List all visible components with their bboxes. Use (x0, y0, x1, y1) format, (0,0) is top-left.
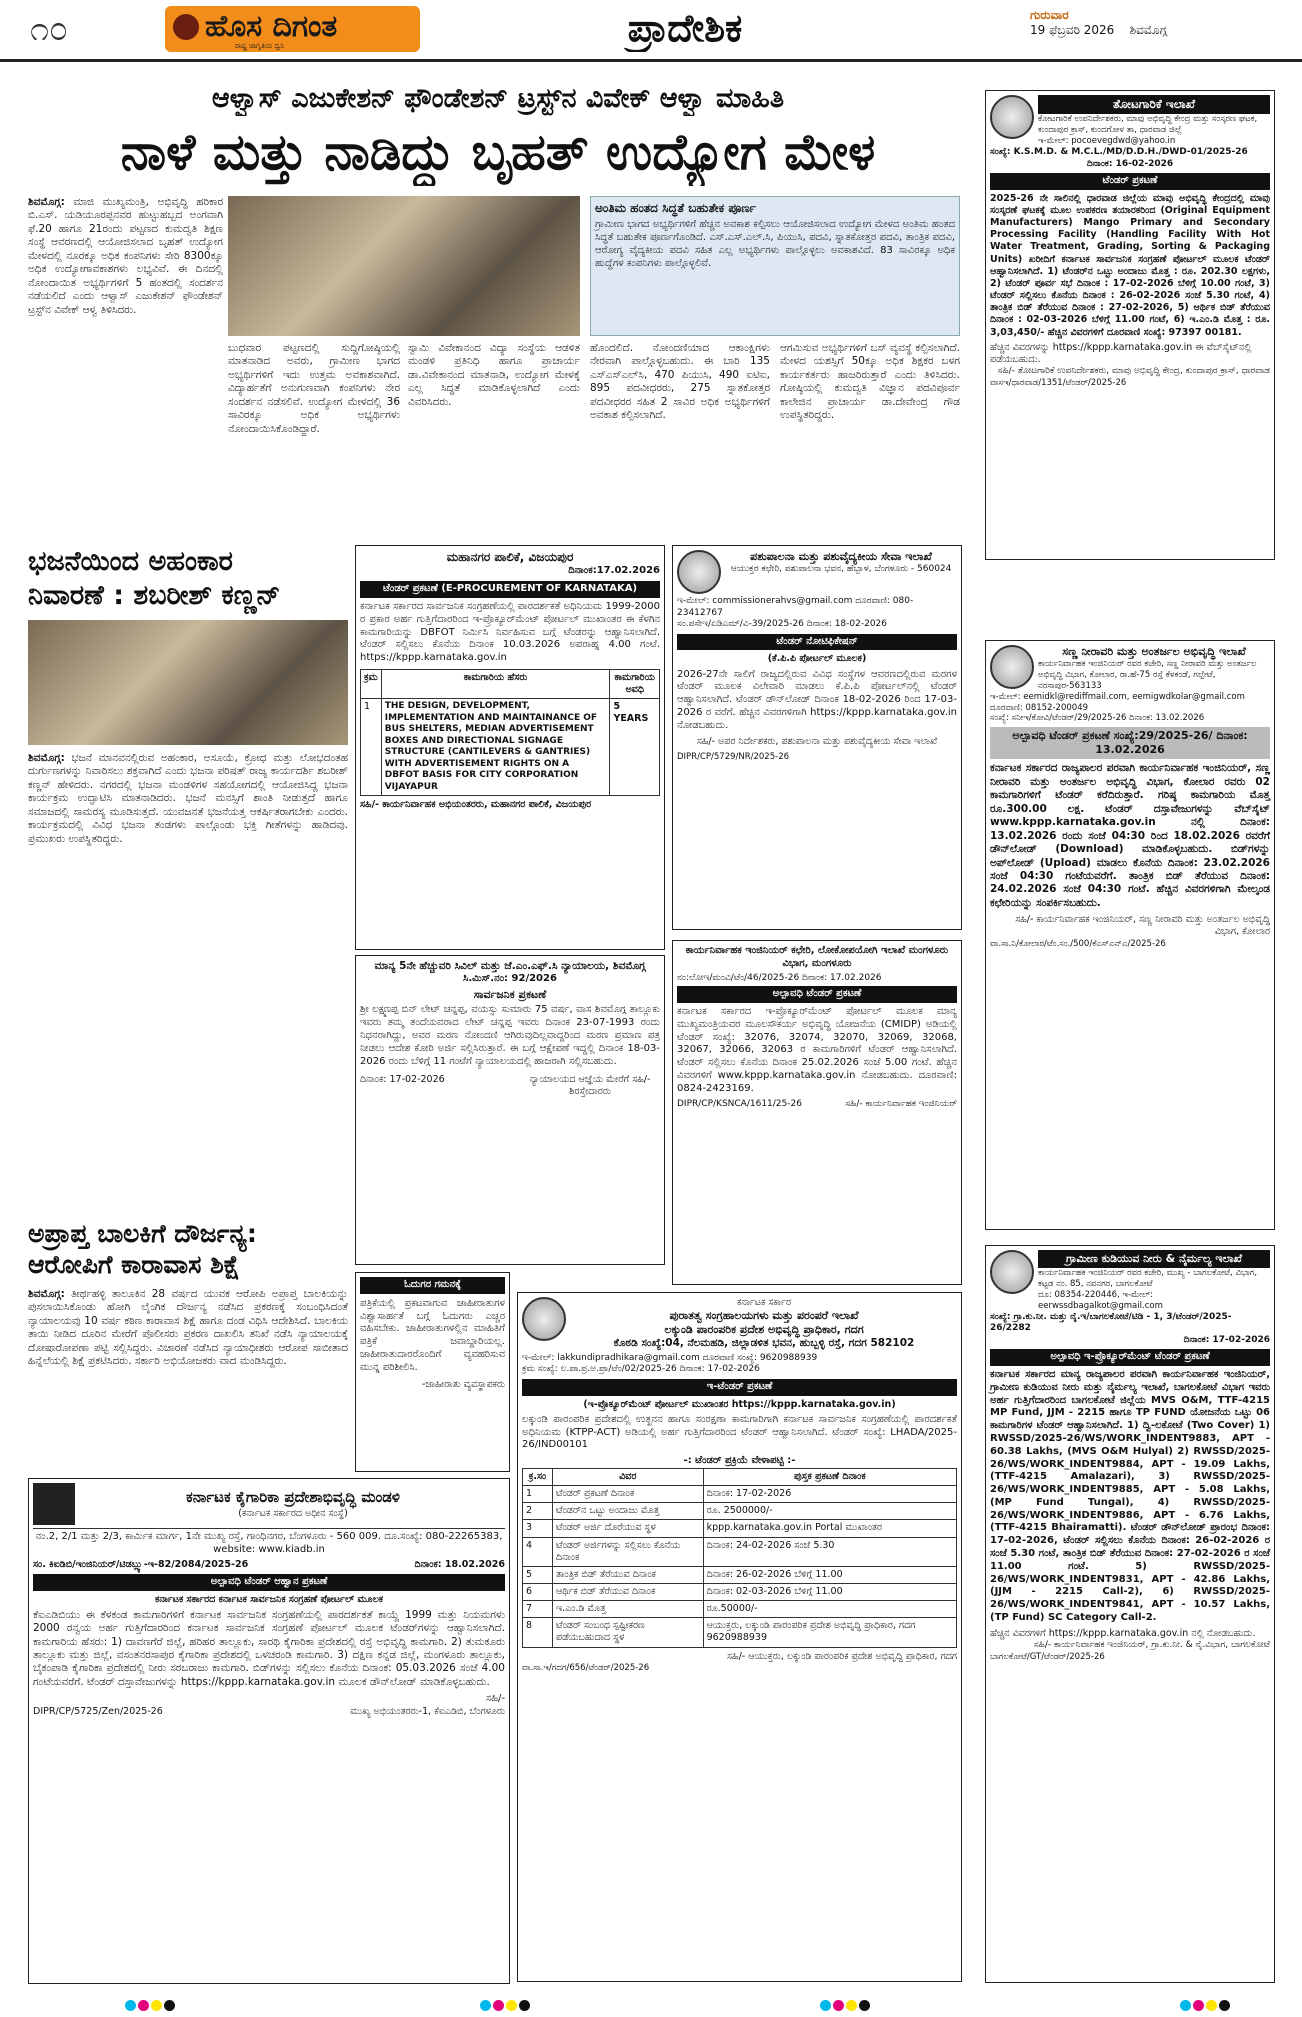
table-row (523, 1486, 957, 1503)
table-row (523, 1537, 957, 1566)
table-cell: ಟೆಂಡರ್‌ನ ಒಟ್ಟು ಅಂದಾಜು ಮೊತ್ತ (553, 1503, 704, 1520)
table-cell: ದಿನಾಂಕ: 26-02-2026 ಬೆಳಿಗ್ಗೆ 11.00 (703, 1566, 956, 1583)
kolar-head: ಅಲ್ಪಾವಧಿ ಟೆಂಡರ್ ಪ್ರಕಟಣೆ ಸಂಖ್ಯೆ:29/2025-26/ ದಿನಾಂಕ: 13.02.2026 (990, 727, 1270, 759)
table-cell: ರೂ. 2500000/- (703, 1503, 956, 1520)
table-row (523, 1618, 957, 1647)
section-title: ಪ್ರಾದೇಶಿಕ (627, 5, 743, 50)
kiadb-tender: ಕರ್ನಾಟಕ ಕೈಗಾರಿಕಾ ಪ್ರದೇಶಾಭಿವೃದ್ಧಿ ಮಂಡಳಿ (ಕರ್ನಾಟಕ ಸರ್ಕಾರದ ಅಧೀನ ಸಂಸ್ಥೆ) ನಂ.2, 2/1 ಮತ್ತು 2/3, ಕಾರ್ಮಿಕ ಮಾರ್ಗ, 1ನೇ ಮುಖ್ಯ ರಸ್ತೆ, ಗಾಂಧಿನಗರ, ಬೆಂಗಳೂರು - 560 009. ದೂ.ಸಂಖ್ಯೆ: 080-22265383, website: www.kiadb.in ಸಂ. ಕಿಐಡಿಬಿ/ಇಂಜಿನಿಯರ್/ಟಿ‍ಡಬ್ಲ್ಯು-ಇ-82/2084/2025-26 ದಿನಾಂಕ: 18.02.2026 ಅಲ್ಪಾವಧಿ ಟೆಂಡರ್ ಆಹ್ವಾನ ಪ್ರಕಟಣೆ ಕರ್ನಾಟಕ ಸರ್ಕಾರದ ಕರ್ನಾಟಕ ಸಾರ್ವಜನಿಕ ಸಂಗ್ರಹಣೆ ಪೋರ್ಟಲ್ ಮೂಲಕ ಕೆಐಎಡಿಬಿಯು ಈ ಕೆಳಕಂಡ ಕಾಮಗಾರಿಗಳಿಗೆ ಕರ್ನಾಟಕ ಸಾರ್ವಜನಿಕ ಸಂಗ್ರಹಣೆಯಲ್ಲಿ ಪಾರದರ್ಶಕತೆ ಕಾಯ್ದೆ 1999 ಮತ್ತು ನಿಯಮಗಳು 2000 ರನ್ವಯ ಅರ್ಹ ಗುತ್ತಿಗೆದಾರರಿಂದ ಕರ್ನಾಟಕ ಸಾರ್ವಜನಿಕ ಸಂಗ್ರಹಣೆ ಪೋರ್ಟಲ್ ಮೂಲಕ ಟೆಂಡರ್‌ಗಳನ್ನು ಆಹ್ವಾನಿಸಲಾಗಿದೆ. ಕಾಮಗಾರಿಯ ಹೆಸರು: 1) ದಾವಣಗೆರೆ ಜಿಲ್ಲೆ, ಹರಿಹರ ತಾಲ್ಲೂಕು, ಸಾರಥಿ ಕೈಗಾರಿಕಾ ಪ್ರದೇಶದಲ್ಲಿ ರಸ್ತೆ ಅಭಿವೃದ್ಧಿ ಕಾಮಗಾರಿ. 2) ತುಮಕೂರು ತಾಲ್ಲೂಕು ಮತ್ತು ಜಿಲ್ಲೆ, ವಸಂತನರಸಾಪುರ ಕೈಗಾರಿಕಾ ಪ್ರದೇಶದಲ್ಲಿ ಒಳಚರಂಡಿ ಕಾಮಗಾರಿ. 3) ದಕ್ಷಿಣ ಕನ್ನಡ ಜಿಲ್ಲೆ, ಮಂಗಳೂರು ತಾಲ್ಲೂಕು, ಬೈಕಂಪಾಡಿ ಕೈಗಾರಿಕಾ ಪ್ರದೇಶದಲ್ಲಿ ನೀರು ಸರಬರಾಜು ಕಾಮಗಾರಿ. ಬಿಡ್‌ಗಳನ್ನು ಸಲ್ಲಿಸಲು ಕೊನೆಯ ದಿನಾಂಕ: 05.03.2026 ಸಂಜೆ 4.00 ಗಂಟೆಯವರೆಗೆ. ಟೆಂಡರ್ ದಸ್ತಾವೇಜುಗಳನ್ನು https://kppp.karnataka.gov.in ಮೂಲಕ ಡೌನ್‌ಲೋಡ್ ಮಾಡಿಕೊಳ್ಳಬಹುದು. ಸಹಿ/- DIPR/CP/5725/Zen/2025-26 ಮುಖ್ಯ ಅಭಿಯಂತರರು-1, ಕೆಐಎಡಿಬಿ, ಬೆಂಗಳೂರು (28, 1478, 510, 1984)
table-cell: ದಿನಾಂಕ: 17-02-2026 (703, 1486, 956, 1503)
table-cell: 7 (523, 1601, 553, 1618)
table-cell: ಆಯುಕ್ತರು, ಲಕ್ಕುಂಡಿ ಪಾರಂಪರಿಕ ಪ್ರದೇಶ ಅಭಿವೃದ್ಧಿ ಪ್ರಾಧಿಕಾರ, ಗದಗ 9620988939 (703, 1618, 956, 1647)
bhajana-photo (28, 620, 348, 745)
vijayapura-org: ಮಹಾನಗರ ಪಾಲಿಕೆ, ವಿಜಯಪುರ (446, 550, 574, 564)
table-cell: 4 (523, 1537, 553, 1566)
lead-dateline: ಶಿವಮೊಗ್ಗ: (28, 196, 65, 208)
table-row (523, 1503, 957, 1520)
table-row (523, 1520, 957, 1537)
date: 19 ಫೆಬ್ರವರಿ 2026 (1030, 23, 1115, 38)
bhajana-body: ಶಿವಮೊಗ್ಗ: ಭಜನೆ ಮಾನವನಲ್ಲಿರುವ ಅಹಂಕಾರ, ಅಸೂಯೆ, ಕ್ರೋಧ ಮತ್ತು ಲೋಭದಂತಹ ದುರ್ಗುಣಗಳನ್ನು ನಿವಾರಿಸಲು ಶಕ್ತವಾಗಿದೆ ಎಂದು ಭಜನಾ ಪರಿಷತ್ ರಾಜ್ಯ ಕಾರ್ಯದರ್ಶಿ ಶಬರೀಶ್ ಕಣ್ಣನ್ ಹೇಳಿದರು. ನಗರದಲ್ಲಿ ಭಜನಾ ಮಂಡಳಿಗಳ ಸಹಯೋಗದಲ್ಲಿ ಆಯೋಜಿಸಿದ್ದ ಭಜನಾ ಕಾರ್ಯಕ್ರಮ ಉದ್ಘಾಟಿಸಿ ಮಾತನಾಡಿದರು. ಭಜನೆ ಮನಸ್ಸಿಗೆ ಶಾಂತಿ ನೀಡುತ್ತದೆ ಹಾಗೂ ಸಮಾಜದಲ್ಲಿ ಸಾಮರಸ್ಯ ಮೂಡಿಸುತ್ತದೆ. ಯುವಜನತೆ ಭಜನೆಯತ್ತ ಆಕರ್ಷಿತರಾಗಬೇಕು ಎಂದರು. ಕಾರ್ಯಕ್ರಮದಲ್ಲಿ ವಿವಿಧ ಭಜನಾ ತಂಡಗಳು ಪಾಲ್ಗೊಂಡು ಭಕ್ತಿ ಗೀತೆಗಳನ್ನು ಹಾಡಿದವು. ಪ್ರಮುಖರು ಉಪಸ್ಥಿತರಿದ್ದರು. (28, 752, 348, 845)
table-cell: kppp.karnataka.gov.in Portal ಮುಖಾಂತರ (703, 1520, 956, 1537)
vijayapura-table: ಕ್ರಮ ಕಾಮಗಾರಿಯ ಹೆಸರು ಕಾಮಗಾರಿಯ ಅವಧಿ 1 THE DESIGN, DEVELOPMENT, IMPLEMENTATION AND MAINTAINANCE OF BUS SHELTERS, MEDIAN ADVERTISEMENT BOXES AND DIRECTIONAL SIGNAGE STRUCTURE (CANTILEVERS & GANTRIES) WITH ADVERTISEMENT RIGHTS ON A DBFOT BASIS FOR CITY CORPORATION VIJAYAPUR 5 YEARS (360, 669, 660, 796)
mangaluru-head: ಅಲ್ಪಾವಧಿ ಟೆಂಡರ್ ಪ್ರಕಟಣೆ (677, 986, 957, 1003)
table-cell: ಟೆಂಡರ್ ಅರ್ಜಿ ದೊರೆಯುವ ಸ್ಥಳ (553, 1520, 704, 1537)
kolar-irrigation-tender: ಸಣ್ಣ ನೀರಾವರಿ ಮತ್ತು ಅಂತರ್ಜಲ ಅಭಿವೃದ್ಧಿ ಇಲಾಖೆ ಕಾರ್ಯನಿರ್ವಾಹಕ ಇಂಜಿನಿಯರ್ ರವರ ಕಚೇರಿ, ಸಣ್ಣ ನೀರಾವರಿ ಮತ್ತು ಅಂತರ್ಜಲ ಅಭಿವೃದ್ಧಿ ವಿಭಾಗ, ಕೋಲಾರ, ರಾ.ಹೆ-75 ರಸ್ತೆ ಕೆಳಕಂಡೆ, ಗಲ್ಪೇಟೆ, ನರಸಾಪುರ-563133 ಇ-ಮೇಲ್: eemidkl@rediffmail.com, eemigwdkolar@gmail.com ದೂರವಾಣಿ: 08152-200049 ಸಂಖ್ಯೆ: ಸನೀಇ/ಕೋವಿ/ಟೆಂಡರ್/29/2025-26 ದಿನಾಂಕ: 13.02.2026 ಅಲ್ಪಾವಧಿ ಟೆಂಡರ್ ಪ್ರಕಟಣೆ ಸಂಖ್ಯೆ:29/2025-26/ ದಿನಾಂಕ: 13.02.2026 ಕರ್ನಾಟಕ ಸರ್ಕಾರದ ರಾಜ್ಯಪಾಲರ ಪರವಾಗಿ ಕಾರ್ಯನಿರ್ವಾಹಕ ಇಂಜಿನಿಯರ್, ಸಣ್ಣ ನೀರಾವರಿ ಮತ್ತು ಅಂತರ್ಜಲ ಅಭಿವೃದ್ಧಿ ವಿಭಾಗ, ಕೋಲಾರ ರವರು 02 ಕಾಮಗಾರಿಗಳಿಗೆ ಟೆಂಡರ್ ಕರೆದಿರುತ್ತಾರೆ. ಗರಿಷ್ಠ ಕಾಮಗಾರಿಯ ಮೊತ್ತ ರೂ.300.00 ಲಕ್ಷ. ಟೆಂಡರ್ ದಸ್ತಾವೇಜುಗಳನ್ನು ವೆಬ್‌ಸೈಟ್ www.kppp.karnataka.gov.in ನಲ್ಲಿ ದಿನಾಂಕ: 13.02.2026 ರಂದು ಸಂಜೆ 04:30 ರಿಂದ 18.02.2026 ರವರೆಗೆ ಡೌನ್‌ಲೋಡ್ (Download) ಮಾಡಿಕೊಳ್ಳಬಹುದು. ಬಿಡ್‌ಗಳನ್ನು ಅಪ್‌ಲೋಡ್ (Upload) ಮಾಡಲು ಕೊನೆಯ ದಿನಾಂಕ: 23.02.2026 ಸಂಜೆ 04:30 ಗಂಟೆಯವರೆಗೆ. ತಾಂತ್ರಿಕ ಬಿಡ್ ತೆರೆಯುವ ದಿನಾಂಕ: 24.02.2026 ಸಂಜೆ 04:30 ಗಂಟೆ. ಹೆಚ್ಚಿನ ವಿವರಗಳಿಗಾಗಿ ಮೇಲ್ಕಂಡ ಕಛೇರಿಯನ್ನು ಸಂಪರ್ಕಿಸಬಹುದು. ಸಹಿ/- ಕಾರ್ಯನಿರ್ವಾಹಕ ಇಂಜಿನಿಯರ್, ಸಣ್ಣ ನೀರಾವರಿ ಮತ್ತು ಅಂತರ್ಜಲ ಅಭಿವೃದ್ಧಿ ವಿಭಾಗ, ಕೋಲಾರ ವಾ.ಸಾ.ನಿ/ಕೋಲಾರ/ಟೆಂ.ಸಂ./500/ಕೆಎಸ್ಎನ್ಎ/2025-26 (985, 640, 1275, 1230)
registration-marks (1180, 2000, 1232, 2012)
lead-col1 (28, 196, 223, 536)
table-cell: ಇ.ಎಂ.ಡಿ ಮೊತ್ತ (553, 1601, 704, 1618)
lead-kicker: ಆಳ್ವಾಸ್ ಎಜುಕೇಶನ್ ಫೌಂಡೇಶನ್ ಟ್ರಸ್ಟ್‌ನ ವಿವೇಕ್ ಆಳ್ವಾ ಮಾಹಿತಿ (211, 83, 785, 114)
table-cell: ಟೆಂಡರ್ ಸಂಬಂಧ ಸ್ಪಷ್ಟೀಕರಣ ಪಡೆಯಬಹುದಾದ ಸ್ಥಳ (553, 1618, 704, 1647)
table-row (523, 1566, 957, 1583)
table-cell: ಆರ್ಥಿಕ ಬಿಡ್ ತೆರೆಯುವ ದಿನಾಂಕ (553, 1584, 704, 1601)
horticulture-tender: ತೋಟಗಾರಿಕೆ ಇಲಾಖೆ ಕೋಟಗಾರಿಕೆ ಉಪನಿರ್ದೇಶಕರು, ಮಾವು ಅಭಿವೃದ್ಧಿ ಕೇಂದ್ರ ಮತ್ತು ಸಂಸ್ಕರಣ ಘಟಕ, ಕುಂದಾಪುರ ಕ್ರಾಸ್, ಕುಂದಗೋಳ ತಾ, ಧಾರವಾಡ ಜಿಲ್ಲೆ ಇ-ಮೇಲ್: pocoevegdwd@yahoo.in ಸಂಖ್ಯೆ: K.S.M.D. & M.C.L./MD/D.D.H./DWD-01/2025-26 ದಿನಾಂಕ: 16-02-2026 ಟೆಂಡರ್ ಪ್ರಕಟಣೆ 2025-26 ನೇ ಸಾಲಿನಲ್ಲಿ ಧಾರವಾಡ ಜಿಲ್ಲೆಯ ಮಾವು ಅಭಿವೃದ್ಧಿ ಕೇಂದ್ರದಲ್ಲಿ ಮಾವು ಸಂಸ್ಕರಣೆ ಘಟಕಕ್ಕೆ ಮೂಲ ಉಪಕರಣ ತಯಾರಕರಿಂದ (Original Equipment Manufacturers) Mango Primary and Secondary Processing Facility (Handling Facility With Hot Water Treatment, Grading, Sorting & Packaging Units) ಖರೀದಿಗೆ ಕರ್ನಾಟಕ ಸಾರ್ವಜನಿಕ ಸಂಗ್ರಹಣೆ ಪೋರ್ಟಲ್ ಮೂಲಕ ಟೆಂಡರ್ ಆಹ್ವಾನಿಸಲಾಗಿದೆ. 1) ಟೆಂಡರ್‌ನ ಒಟ್ಟು ಅಂದಾಜು ಮೊತ್ತ : ರೂ. 202.30 ಲಕ್ಷಗಳು, 2) ಟೆಂಡರ್ ಪೂರ್ವ ಸಭೆ ದಿನಾಂಕ : 17-02-2026 ಬೆಳಿಗ್ಗೆ 10.00 ಗಂಟೆ, 3) ಟೆಂಡರ್ ಸಲ್ಲಿಸಲು ಕೊನೆಯ ದಿನಾಂಕ : 26-02-2026 ಸಂಜೆ 5.30 ಗಂಟೆ, 4) ತಾಂತ್ರಿಕ ಬಿಡ್ ತೆರೆಯುವ ದಿನಾಂಕ : 27-02-2026, 5) ಆರ್ಥಿಕ ಬಿಡ್ ತೆರೆಯುವ ದಿನಾಂಕ : 02-03-2026 ಬೆಳಿಗ್ಗೆ 11.00 ಗಂಟೆ, 6) ಇ.ಎಂ.ಡಿ ಮೊತ್ತ : ರೂ. 3,03,450/- ಹೆಚ್ಚಿನ ವಿವರಗಳಿಗೆ ದೂರವಾಣಿ ಸಂಖ್ಯೆ: 97397 00181. ಹೆಚ್ಚಿನ ವಿವರಗಳನ್ನು https://kppp.karnataka.gov.in ಈ ವೆಬ್‌ಸೈಟ್‌ನಲ್ಲಿ ಪಡೆಯಬಹುದು. ಸಹಿ/- ತೋಟಗಾರಿಕೆ ಉಪನಿರ್ದೇಶಕರು, ಮಾವು ಅಭಿವೃದ್ಧಿ ಕೇಂದ್ರ, ಕುಂದಾಪುರ ಕ್ರಾಸ್, ಧಾರವಾಡ ವಾಸಇ/ಧಾರವಾಡ/1351/ಟೆಂಡರ್/2025-26 (985, 90, 1275, 560)
horti-head: ಟೆಂಡರ್ ಪ್ರಕಟಣೆ (990, 173, 1270, 190)
lead-photo (228, 196, 580, 336)
newspaper-name: ಹೊಸ ದಿಗಂತ (205, 9, 338, 44)
kiadb-head: ಅಲ್ಪಾವಧಿ ಟೆಂಡರ್ ಆಹ್ವಾನ ಪ್ರಕಟಣೆ (33, 1574, 505, 1591)
karnataka-emblem-icon (990, 1250, 1034, 1294)
dateline-box (1030, 8, 1280, 48)
registration-marks (125, 2000, 177, 2012)
court-notice: ಮಾನ್ಯ 5ನೇ ಹೆಚ್ಚುವರಿ ಸಿವಿಲ್ ಮತ್ತು ಜೆ.ಎಂ.ಎಫ್.ಸಿ ನ್ಯಾಯಾಲಯ, ಶಿವಮೊಗ್ಗ ಸಿ.ಮಿಸ್.ನಂ: 92/2026 ಸಾರ್ವಜನಿಕ ಪ್ರಕಟಣೆ ಶ್ರೀ ಲಕ್ಷ್ಮಣಪ್ಪ ಬಿನ್ ಲೇಟ್ ಚನ್ನಪ್ಪ, ವಯಸ್ಸು ಸುಮಾರು 75 ವರ್ಷ, ವಾಸ ಶಿವಮೊಗ್ಗ ತಾಲ್ಲೂಕು ಇವರು ತಮ್ಮ ತಂದೆಯವರಾದ ಲೇಟ್ ಚನ್ನಪ್ಪ ಇವರು ದಿನಾಂಕ 23-07-1993 ರಂದು ನಿಧನರಾಗಿದ್ದು, ಅವರ ಮರಣ ನೋಂದಣಿ ಆಗಿರುವುದಿಲ್ಲವಾದ್ದರಿಂದ ಮರಣ ಪ್ರಮಾಣ ಪತ್ರ ನೀಡಲು ಆದೇಶ ಕೋರಿ ಅರ್ಜಿ ಸಲ್ಲಿಸಿರುತ್ತಾರೆ. ಈ ಬಗ್ಗೆ ಆಕ್ಷೇಪಣೆ ಇದ್ದಲ್ಲಿ ದಿನಾಂಕ 18-03-2026 ರಂದು ಬೆಳಿಗ್ಗೆ 11 ಗಂಟೆಗೆ ನ್ಯಾಯಾಲಯದಲ್ಲಿ ಹಾಜರಾಗಿ ಸಲ್ಲಿಸಬಹುದು. ದಿನಾಂಕ: 17-02-2026 ನ್ಯಾಯಾಲಯದ ಆಜ್ಞೆಯ ಮೇರೆಗೆ ಸಹಿ/- ಶಿರಸ್ತೇದಾರರು (355, 955, 665, 1265)
table-cell: 6 (523, 1584, 553, 1601)
newspaper-logo (165, 6, 420, 52)
sidebar-text: ಗ್ರಾಮೀಣ ಭಾಗದ ಅಭ್ಯರ್ಥಿಗಳಿಗೆ ಹೆಚ್ಚಿನ ಅವಕಾಶ ಕಲ್ಪಿಸಲು ಆಯೋಜಿಸಲಾದ ಉದ್ಯೋಗ ಮೇಳದ ಅಂತಿಮ ಹಂತದ ಸಿದ್ಧತೆ ಬಹುತೇಕ ಪೂರ್ಣಗೊಂಡಿದೆ. ಎಸ್.ಎಸ್.ಎಲ್.ಸಿ, ಪಿಯುಸಿ, ಪದವಿ, ಸ್ನಾತಕೋತ್ತರ ಪದವಿ, ತಾಂತ್ರಿಕ ಪದವಿ, ಆರೋಗ್ಯ ವೈದ್ಯಕೀಯ ಪದವಿ ಸಹಿತ ಎಲ್ಲ ಅಭ್ಯರ್ಥಿಗಳು ಪಾಲ್ಗೊಳ್ಳಲು ಅವಕಾಶವಿದೆ. 83 ಸಾವಿರಕ್ಕೂ ಅಧಿಕ ಹುದ್ದೆಗಳ ಕಂಪನಿಗಳು ಪಾಲ್ಗೊಳ್ಳಲಿವೆ. (595, 219, 955, 269)
table-cell: ರೂ.50000/- (703, 1601, 956, 1618)
rural-head: ಅಲ್ಪಾವಧಿ ಇ-ಪ್ರೊಕ್ಯೂರ್‌ಮೆಂಟ್ ಟೆಂಡರ್ ಪ್ರಕಟಣೆ (990, 1349, 1270, 1366)
lakkundi-head: ಇ-ಟೆಂಡರ್ ಪ್ರಕಟಣೆ (522, 1379, 957, 1396)
page-header (0, 0, 1302, 62)
day: ಗುರುವಾರ (1030, 8, 1069, 22)
animal-husbandry-tender: ಪಶುಪಾಲನಾ ಮತ್ತು ಪಶುವೈದ್ಯಕೀಯ ಸೇವಾ ಇಲಾಖೆ ಆಯುಕ್ತರ ಕಛೇರಿ, ಪಶುಪಾಲನಾ ಭವನ, ಹೆಬ್ಬಾಳ, ಬೆಂಗಳೂರು - 560024 ಇ-ಮೇಲ್: commissionerahvs@gmail.com ದೂರವಾಣಿ: 080-23412767 ಸಂ.ಪಸೇಇ/ಏಡಿಎಮ್/ವಿ-39/2025-26 ದಿನಾಂಕ: 18-02-2026 ಟೆಂಡರ್ ನೋಟಿಫಿಕೇಷನ್ (ಕೆ.ಪಿ.ಪಿ ಪೋರ್ಟಲ್ ಮೂಲಕ) 2026-27ನೇ ಸಾಲಿಗೆ ರಾಜ್ಯದಲ್ಲಿರುವ ವಿವಿಧ ಸಂಸ್ಥೆಗಳ ಆವರಣದಲ್ಲಿರುವ ಮರಗಳ ಟೆಂಡರ್ ಮೂಲಕ ವಿಲೇವಾರಿ ಮಾಡಲು ಕೆ.ಪಿ.ಪಿ ಪೋರ್ಟಲ್‌ನಲ್ಲಿ ಟೆಂಡರ್ ಆಹ್ವಾನಿಸಲಾಗಿದೆ. ಟೆಂಡರ್ ಡೌನ್‌ಲೋಡ್ ದಿನಾಂಕ 18-02-2026 ರಿಂದ 17-03-2026 ರ ವರೆಗೆ. ಹೆಚ್ಚಿನ ವಿವರಗಳಿಗಾಗಿ https://kppp.karnataka.gov.in ನೋಡಬಹುದು. ಸಹಿ/- ಅಪರ ನಿರ್ದೇಶಕರು, ಪಶುಪಾಲನಾ ಮತ್ತು ಪಶುವೈದ್ಯಕೀಯ ಸೇವಾ ಇಲಾಖೆ DIPR/CP/5729/NR/2025-26 (672, 545, 962, 930)
table-cell: ಟೆಂಡರ್ ಪ್ರಕಟಣೆ ದಿನಾಂಕ (553, 1486, 704, 1503)
lamp-icon (173, 14, 199, 40)
pocso-headline: ಅಪ್ರಾಪ್ತ ಬಾಲಕಿಗೆ ದೌರ್ಜನ್ಯ: ಆರೋಪಿಗೆ ಕಾರಾವಾಸ ಶಿಕ್ಷೆ (28, 1219, 257, 1280)
karnataka-emblem-icon (990, 645, 1034, 689)
table-cell: 1 (523, 1486, 553, 1503)
table-cell: ತಾಂತ್ರಿಕ ಬಿಡ್ ತೆರೆಯುವ ದಿನಾಂಕ (553, 1566, 704, 1583)
page-number: ೧೦ (30, 9, 69, 48)
karnataka-emblem-icon (990, 95, 1034, 139)
table-row (523, 1601, 957, 1618)
table-cell: 8 (523, 1618, 553, 1647)
registration-marks (820, 2000, 872, 2012)
table-cell: ದಿನಾಂಕ: 24-02-2026 ಸಂಜೆ 5.30 (703, 1537, 956, 1566)
vijayapura-tender: ಮಹಾನಗರ ಪಾಲಿಕೆ, ವಿಜಯಪುರ ದಿನಾಂಕ:17.02.2026 ಟೆಂಡರ್ ಪ್ರಕಟಣೆ (E-PROCUREMENT OF KARNATAKA) ಕರ್ನಾಟಕ ಸರ್ಕಾರದ ಸಾರ್ವಜನಿಕ ಸಂಗ್ರಹಣೆಯಲ್ಲಿ ಪಾರದರ್ಶಕತೆ ಅಧಿನಿಯಮ 1999-2000 ರ ಪ್ರಕಾರ ಅರ್ಹ ಗುತ್ತಿಗೆದಾರರಿಂದ ಇ-ಪ್ರೊಕ್ಯೂರ್‌ಮೆಂಟ್ ಪೋರ್ಟಲ್ ಮುಖಾಂತರ ಈ ಕೆಳಗಿನ ಕಾಮಗಾರಿಯನ್ನು DBFOT ನಿರ್ಮಿಸಿ ನಿರ್ವಹಿಸುವ ಬಗ್ಗೆ ಟೆಂಡರನ್ನು ಆಹ್ವಾನಿಸಲಾಗಿದೆ. ಟೆಂಡರ್ ಸಲ್ಲಿಸಲು ಕೊನೆಯ ದಿನಾಂಕ 10.03.2026 ಅಪರಾಹ್ನ 4.00 ಗಂಟೆ. https://kppp.karnataka.gov.in ಕ್ರಮ ಕಾಮಗಾರಿಯ ಹೆಸರು ಕಾಮಗಾರಿಯ ಅವಧಿ 1 THE DESIGN, DEVELOPMENT, IMPLEMENTATION AND MAINTAINANCE OF BUS SHELTERS, MEDIAN ADVERTISEMENT BOXES AND DIRECTIONAL SIGNAGE STRUCTURE (CANTILEVERS & GANTRIES) WITH ADVERTISEMENT RIGHTS ON A DBFOT BASIS FOR CITY CORPORATION VIJAYAPUR 5 YEARS ಸಹಿ/- ಕಾರ್ಯನಿರ್ವಾಹಕ ಅಭಿಯಂತರರು, ಮಹಾನಗರ ಪಾಲಿಕೆ, ವಿಜಯಪುರ (355, 545, 665, 950)
lakkundi-schedule-table: ಕ್ರ.ಸಂ ವಿವರ ಪುಸ್ತಕ ಪ್ರಕಟಣೆ ದಿನಾಂಕ 1 ಟೆಂಡರ್ ಪ್ರಕಟಣೆ ದಿನಾಂಕ ದಿನಾಂಕ: 17-02-2026 2 ಟೆಂಡರ್‌ನ ಒಟ್ಟು ಅಂದಾಜು ಮೊತ್ತ ರೂ. 2500000/- 3 ಟೆಂಡರ್ ಅರ್ಜಿ ದೊರೆಯುವ ಸ್ಥಳ kppp.karnataka.gov.in Portal ಮುಖಾಂತರ 4 ಟೆಂಡರ್ ಅರ್ಜಿಗಳನ್ನು ಸಲ್ಲಿಸಲು ಕೊನೆಯ ದಿನಾಂಕ ದಿನಾಂಕ: 24-02-2026 ಸಂಜೆ 5.30 5 ತಾಂತ್ರಿಕ ಬಿಡ್ ತೆರೆಯುವ ದಿನಾಂಕ ದಿನಾಂಕ: 26-02-2026 ಬೆಳಿಗ್ಗೆ 11.00 6 ಆರ್ಥಿಕ ಬಿಡ್ ತೆರೆಯುವ ದಿನಾಂಕ ದಿನಾಂಕ: 02-03-2026 ಬೆಳಿಗ್ಗೆ 11.00 7 ಇ.ಎಂ.ಡಿ ಮೊತ್ತ ರೂ.50000/- 8 ಟೆಂಡರ್ ಸಂಬಂಧ ಸ್ಪಷ್ಟೀಕರಣ ಪಡೆಯಬಹುದಾದ ಸ್ಥಳ ಆಯುಕ್ತರು, ಲಕ್ಕುಂಡಿ ಪಾರಂಪರಿಕ ಪ್ರದೇಶ ಅಭಿವೃದ್ಧಿ ಪ್ರಾಧಿಕಾರ, ಗದಗ 9620988939 (522, 1468, 957, 1648)
table-cell: 3 (523, 1520, 553, 1537)
table-cell: ದಿನಾಂಕ: 02-03-2026 ಬೆಳಿಗ್ಗೆ 11.00 (703, 1584, 956, 1601)
vijayapura-head: ಟೆಂಡರ್ ಪ್ರಕಟಣೆ (E-PROCUREMENT OF KARNATAKA) (360, 581, 660, 598)
lead-headline: ನಾಳೆ ಮತ್ತು ನಾಡಿದ್ದು ಬೃಹತ್ ಉದ್ಯೋಗ ಮೇಳ (120, 122, 876, 181)
lakkundi-tender: ಕರ್ನಾಟಕ ಸರ್ಕಾರ ಪುರಾತತ್ವ ಸಂಗ್ರಹಾಲಯಗಳು ಮತ್ತು ಪರಂಪರೆ ಇಲಾಖೆ ಲಕ್ಕುಂಡಿ ಪಾರಂಪರಿಕ ಪ್ರದೇಶ ಅಭಿವೃದ್ಧಿ ಪ್ರಾಧಿಕಾರ, ಗದಗ ಕೊಠಡಿ ಸಂಖ್ಯೆ:04, ನೆಲಮಹಡಿ, ಜಿಲ್ಲಾಡಳಿತ ಭವನ, ಹುಬ್ಬಳ್ಳಿ ರಸ್ತೆ, ಗದಗ 582102 ಇ-ಮೇಲ್: lakkundipradhikara@gmail.com ದೂರವಾಣಿ ಸಂಖ್ಯೆ: 9620988939 ಕ್ರಮ ಸಂಖ್ಯೆ: ಲ.ಪಾ.ಪ್ರ.ಅ.ಪ್ರಾ/ಟೆಂ/02/2025-26 ದಿನಾಂಕ: 17-02-2026 ಇ-ಟೆಂಡರ್ ಪ್ರಕಟಣೆ (ಇ-ಪ್ರೊಕ್ಯೂರ್‌ಮೆಂಟ್ ಪೋರ್ಟಲ್ ಮುಖಾಂತರ https://kppp.karnataka.gov.in) ಲಕ್ಕುಂಡಿ ಪಾರಂಪರಿಕ ಪ್ರದೇಶದಲ್ಲಿ ಉತ್ಖನನ ಹಾಗೂ ಸಂರಕ್ಷಣಾ ಕಾಮಗಾರಿಗಾಗಿ ಕರ್ನಾಟಕ ಸಾರ್ವಜನಿಕ ಸಂಗ್ರಹಣೆಯಲ್ಲಿ ಪಾರದರ್ಶಕತೆ ಅಧಿನಿಯಮ (KTPP-ACT) ಅಡಿಯಲ್ಲಿ ಅರ್ಹ ಗುತ್ತಿಗೆದಾರರಿಂದ ಟೆಂಡರ್ ಆಹ್ವಾನಿಸಲಾಗಿದೆ. ಟೆಂಡರ್ ಸಂಖ್ಯೆ: LHADA/2025-26/IND00101 -: ಟೆಂಡರ್ ಪ್ರಕ್ರಿಯೆ ವೇಳಾಪಟ್ಟಿ :- ಕ್ರ.ಸಂ ವಿವರ ಪುಸ್ತಕ ಪ್ರಕಟಣೆ ದಿನಾಂಕ 1 ಟೆಂಡರ್ ಪ್ರಕಟಣೆ ದಿನಾಂಕ ದಿನಾಂಕ: 17-02-2026 2 ಟೆಂಡರ್‌ನ ಒಟ್ಟು ಅಂದಾಜು ಮೊತ್ತ ರೂ. 2500000/- 3 ಟೆಂಡರ್ ಅರ್ಜಿ ದೊರೆಯುವ ಸ್ಥಳ kppp.karnataka.gov.in Portal ಮುಖಾಂತರ 4 ಟೆಂಡರ್ ಅರ್ಜಿಗಳನ್ನು ಸಲ್ಲಿಸಲು ಕೊನೆಯ ದಿನಾಂಕ ದಿನಾಂಕ: 24-02-2026 ಸಂಜೆ 5.30 5 ತಾಂತ್ರಿಕ ಬಿಡ್ ತೆರೆಯುವ ದಿನಾಂಕ ದಿನಾಂಕ: 26-02-2026 ಬೆಳಿಗ್ಗೆ 11.00 6 ಆರ್ಥಿಕ ಬಿಡ್ ತೆರೆಯುವ ದಿನಾಂಕ ದಿನಾಂಕ: 02-03-2026 ಬೆಳಿಗ್ಗೆ 11.00 7 ಇ.ಎಂ.ಡಿ ಮೊತ್ತ ರೂ.50000/- 8 ಟೆಂಡರ್ ಸಂಬಂಧ ಸ್ಪಷ್ಟೀಕರಣ ಪಡೆಯಬಹುದಾದ ಸ್ಥಳ ಆಯುಕ್ತರು, ಲಕ್ಕುಂಡಿ ಪಾರಂಪರಿಕ ಪ್ರದೇಶ ಅಭಿವೃದ್ಧಿ ಪ್ರಾಧಿಕಾರ, ಗದಗ 9620988939 ಸಹಿ/- ಆಯುಕ್ತರು, ಲಕ್ಕುಂಡಿ ಪಾರಂಪರಿಕ ಪ್ರದೇಶ ಅಭಿವೃದ್ಧಿ ಪ್ರಾಧಿಕಾರ, ಗದಗ ವಾ.ಸಾ.ಇ/ಗದಗ/656/ಟೆಂಡರ್/2025-26 (517, 1292, 962, 1982)
sidebar-title: ಅಂತಿಮ ಹಂತದ ಸಿದ್ಧತೆ ಬಹುತೇಕ ಪೂರ್ಣ (595, 201, 756, 215)
city: ಶಿವಮೊಗ್ಗ (1129, 23, 1167, 38)
table-cell: ಟೆಂಡರ್ ಅರ್ಜಿಗಳನ್ನು ಸಲ್ಲಿಸಲು ಕೊನೆಯ ದಿನಾಂಕ (553, 1537, 704, 1566)
newspaper-tagline: ರಾಷ್ಟ್ರ ಜಾಗೃತಿಯ ಧ್ವನಿ (235, 42, 285, 50)
lead-col2: ಬುಧವಾರ ಪಟ್ಟಣದಲ್ಲಿ ಸುದ್ದಿಗೋಷ್ಠಿಯಲ್ಲಿ ಮಾತನಾಡಿದ ಅವರು, ಗ್ರಾಮೀಣ ಭಾಗದ ಅಭ್ಯರ್ಥಿಗಳಿಗೆ ಇದು ಉತ್ತಮ ಅವಕಾಶವಾಗಿದೆ. ವಿದ್ಯಾರ್ಹತೆಗೆ ಅನುಗುಣವಾಗಿ ಕಂಪನಿಗಳು ನೇರ ಸಂದರ್ಶನ ನಡೆಸಲಿವೆ. ಉದ್ಯೋಗ ಮೇಳದಲ್ಲಿ 36 ಸಾವಿರಕ್ಕೂ ಅಧಿಕ ಅಭ್ಯರ್ಥಿಗಳು ನೋಂದಾಯಿಸಿಕೊಂಡಿದ್ದಾರೆ. (228, 342, 400, 435)
animal-head: ಟೆಂಡರ್ ನೋಟಿಫಿಕೇಷನ್ (677, 634, 957, 651)
kiadb-logo-icon (33, 1483, 75, 1525)
karnataka-emblem-icon (522, 1297, 566, 1341)
registration-marks (480, 2000, 532, 2012)
pocso-body: ಶಿವಮೊಗ್ಗ: ತೀರ್ಥಹಳ್ಳಿ ತಾಲೂಕಿನ 28 ವರ್ಷದ ಯುವಕ ಆರೋಪಿ ಅಪ್ರಾಪ್ತ ಬಾಲಕಿಯನ್ನು ಪುಸಲಾಯಿಸಿಕೊಂಡು ಹೋಗಿ ಲೈಂಗಿಕ ದೌರ್ಜನ್ಯ ನಡೆಸಿದ ಪ್ರಕರಣಕ್ಕೆ ಸಂಬಂಧಿಸಿದಂತೆ ನ್ಯಾಯಾಲಯವು 10 ವರ್ಷ ಕಠಿಣ ಕಾರಾವಾಸ ಶಿಕ್ಷೆ ಹಾಗೂ ದಂಡ ವಿಧಿಸಿ ಆದೇಶಿಸಿದೆ. ಬಾಲಕಿಯ ತಾಯಿ ನೀಡಿದ ದೂರಿನ ಮೇರೆಗೆ ಪೊಲೀಸರು ಪ್ರಕರಣ ದಾಖಲಿಸಿ ತನಿಖೆ ನಡೆಸಿ ನ್ಯಾಯಾಲಯಕ್ಕೆ ದೋಷಾರೋಪಣಾ ಪಟ್ಟಿ ಸಲ್ಲಿಸಿದ್ದರು. ವಿಚಾರಣೆ ನಡೆಸಿದ ನ್ಯಾಯಾಧೀಶರು ಆರೋಪ ಸಾಬೀತಾದ ಹಿನ್ನೆಲೆಯಲ್ಲಿ ಶಿಕ್ಷೆ ಪ್ರಕಟಿಸಿದರು. ಸರ್ಕಾರಿ ಅಭಿಯೋಜಕರು ವಾದ ಮಂಡಿಸಿದ್ದರು. (28, 1288, 348, 1368)
bhajana-headline: ಭಜನೆಯಿಂದ ಅಹಂಕಾರ ನಿವಾರಣೆ : ಶಬರೀಶ್ ಕಣ್ಣನ್ (28, 546, 281, 611)
table-row (523, 1584, 957, 1601)
readers-notice: ಓದುಗರ ಗಮನಕ್ಕೆ ಪತ್ರಿಕೆಯಲ್ಲಿ ಪ್ರಕಟವಾಗುವ ಜಾಹೀರಾತುಗಳ ವಿಶ್ವಾಸಾರ್ಹತೆ ಬಗ್ಗೆ ಓದುಗರು ಎಚ್ಚರ ವಹಿಸಬೇಕು. ಜಾಹೀರಾತುಗಳಲ್ಲಿನ ಮಾಹಿತಿಗೆ ಪತ್ರಿಕೆ ಜವಾಬ್ದಾರಿಯಲ್ಲ. ಜಾಹೀರಾತುದಾರರೊಂದಿಗೆ ವ್ಯವಹರಿಸುವ ಮುನ್ನ ಪರಿಶೀಲಿಸಿ. -ಜಾಹೀರಾತು ವ್ಯವಸ್ಥಾಪಕರು (355, 1272, 510, 1472)
lead-text-1: ಮಾಜಿ ಮುಖ್ಯಮಂತ್ರಿ, ಅಭಿವೃದ್ಧಿ ಹರಿಕಾರ ಬಿ.ಎಸ್. ಯಡಿಯೂರಪ್ಪನವರ ಹುಟ್ಟುಹಬ್ಬದ ಅಂಗವಾಗಿ ಫೆ.20 ಹಾಗೂ 21ರಂದು ಪಟ್ಟಣದ ಕುಮದ್ವತಿ ಶಿಕ್ಷಣ ಸಂಸ್ಥೆ ಆವರಣದಲ್ಲಿ ಆಯೋಜಿಸಲಾದ ಬೃಹತ್ ಉದ್ಯೋಗ ಮೇಳದಲ್ಲಿ ನೂರಕ್ಕೂ ಅಧಿಕ ಕಂಪನಿಗಳು ಸೇರಿ 8300ಕ್ಕೂ ಅಧಿಕ ಉದ್ಯೋಗಾವಕಾಶಗಳು ಲಭ್ಯವಿವೆ. ಈ ದಿನದಲ್ಲಿ ನೋಂದಾಯಿತ ಅಭ್ಯರ್ಥಿಗಳಿಗೆ 5 ಹಂತದಲ್ಲಿ ಸಂದರ್ಶನ ನಡೆಯಲಿದೆ ಎಂದು ಆಳ್ವಾಸ್ ಎಜುಕೇಶನ್ ಫೌಂಡೇಶನ್ ಟ್ರಸ್ಟ್‌ನ ವಿವೇಕ್ ಆಳ್ವ ತಿಳಿಸಿದರು. (28, 196, 223, 316)
lead-col4: ಸ್ವಾಮಿ ವಿವೇಕಾನಂದ ವಿದ್ಯಾ ಸಂಸ್ಥೆಯ ಆಡಳಿತ ಮಂಡಳಿ ಪ್ರತಿನಿಧಿ ಹಾಗೂ ಪ್ರಾಚಾರ್ಯ ಡಾ.ವಿವೇಕಾನಂದ ಮಾತನಾಡಿ, ಉದ್ಯೋಗ ಮೇಳಕ್ಕೆ ಎಲ್ಲ ಸಿದ್ಧತೆ ಮಾಡಿಕೊಳ್ಳಲಾಗಿದೆ ಎಂದು ವಿವರಿಸಿದರು. (408, 342, 580, 408)
table-cell: 2 (523, 1503, 553, 1520)
karnataka-emblem-icon (677, 550, 721, 594)
table-cell: 5 (523, 1566, 553, 1583)
rural-water-tender: ಗ್ರಾಮೀಣ ಕುಡಿಯುವ ನೀರು & ನೈರ್ಮಲ್ಯ ಇಲಾಖೆ ಕಾರ್ಯನಿರ್ವಾಹಕ ಇಂಜಿನಿಯರ್ ರವರ ಕಚೇರಿ, ಮುಖ್ಯ - ಬಾಗಲಕೋಟೆ, ವಿಭಾಗ, ಕಟ್ಟಡ ನಂ. 85, ನವನಗರ, ಬಾಗಲಕೋಟೆ ದೂ: 08354-220446, ಇ-ಮೇಲ್: eerwssdbagalkot@gmail.com ಸಂಖ್ಯೆ: ಗ್ರಾ.ಕು.ನೀ. ಮತ್ತು ನೈ.ಇ/ಬಾಗಲಕೋಟೆ/ಟಿಡಿ - 1, 3/ಟೆಂಡರ್/2025-26/2282 ದಿನಾಂಕ: 17-02-2026 ಅಲ್ಪಾವಧಿ ಇ-ಪ್ರೊಕ್ಯೂರ್‌ಮೆಂಟ್ ಟೆಂಡರ್ ಪ್ರಕಟಣೆ ಕರ್ನಾಟಕ ಸರ್ಕಾರದ ಮಾನ್ಯ ರಾಜ್ಯಪಾಲರ ಪರವಾಗಿ ಕಾರ್ಯನಿರ್ವಾಹಕ ಇಂಜಿನಿಯರ್, ಗ್ರಾಮೀಣ ಕುಡಿಯುವ ನೀರು ಮತ್ತು ನೈರ್ಮಲ್ಯ ಇಲಾಖೆ, ಬಾಗಲಕೋಟೆ ವಿಭಾಗ ಇವರು ಅರ್ಹ ಗುತ್ತಿಗೆದಾರರಿಂದ ಬಾಗಲಕೋಟೆ ಜಿಲ್ಲೆಯ MVS O&M, TTF-4215 MP Fund, JJM - 2215 ಹಾಗೂ TP FUND ಯೋಜನೆಯ ಒಟ್ಟು 06 ಕಾಮಗಾರಿಗಳ ಟೆಂಡರ್ ಆಹ್ವಾನಿಸಲಾಗಿದೆ. 1) ದ್ವಿ-ಲಕೋಟೆ (Two Cover) 1) RWSSD/2025-26/WS/WORK_INDENT9883, APT - 60.38 Lakhs, (MVS O&M Hulyal) 2) RWSSD/2025-26/WS/WORK_INDENT9884, APT - 19.09 Lakhs, (TTF-4215 Amalazari), 3) RWSSD/2025-26/WS/WORK_INDENT9885, APT - 5.08 Lakhs, (MP Fund Tungal), 4) RWSSD/2025-26/WS/WORK_INDENT9886, APT - 6.76 Lakhs, (TTF-4215 Bhairamatti). ಟೆಂಡರ್ ಡೌನ್‌ಲೋಡ್ ಪ್ರಾರಂಭ ದಿನಾಂಕ: 17-02-2026, ಟೆಂಡರ್ ಸಲ್ಲಿಸಲು ಕೊನೆಯ ದಿನಾಂಕ: 26-02-2026 ರ ಸಂಜೆ 5.30 ಗಂಟೆ, ತಾಂತ್ರಿಕ ಬಿಡ್ ತೆರೆಯುವ ದಿನಾಂಕ: 27-02-2026 ರ ಸಂಜೆ 11.00 ಗಂಟೆ. 5) RWSSD/2025-26/WS/WORK_INDENT9831, APT - 42.86 Lakhs, (JJM - 2215 Call-2), 6) RWSSD/2025-26/WS/WORK_INDENT9841, APT - 10.57 Lakhs, (TP Fund) SC Category Call-2. ಹೆಚ್ಚಿನ ವಿವರಗಳಿಗೆ https://kppp.karnataka.gov.in ನಲ್ಲಿ ನೋಡಬಹುದು. ಸಹಿ/- ಕಾರ್ಯನಿರ್ವಾಹಕ ಇಂಜಿನಿಯರ್, ಗ್ರಾ.ಕು.ನೀ. & ನೈ.ವಿಭಾಗ, ಬಾಗಲಕೋಟೆ ಬಾಗಲಕೋಟೆ/GT/ಟೆಂಡರ್/2025-26 (985, 1245, 1275, 1983)
lead-col6: ಆಗಮಿಸುವ ಅಭ್ಯರ್ಥಿಗಳಿಗೆ ಬಸ್ ವ್ಯವಸ್ಥೆ ಕಲ್ಪಿಸಲಾಗಿದೆ. ಮೇಳದ ಯಶಸ್ಸಿಗೆ 50ಕ್ಕೂ ಅಧಿಕ ಶಿಕ್ಷಕರ ಬಳಗ ಕಾರ್ಯಕರ್ತರು ಹಾಜರಿರುತ್ತಾರೆ ಎಂದು ತಿಳಿಸಿದರು. ಗೋಷ್ಠಿಯಲ್ಲಿ ಕುಮದ್ವತಿ ವಿಜ್ಞಾನ ಪದವಿಪೂರ್ವ ಕಾಲೇಜಿನ ಪ್ರಾಚಾರ್ಯ ಡಾ.ದೇವೇಂದ್ರ ಗೌಡ ಉಪಸ್ಥಿತರಿದ್ದರು. (780, 342, 960, 422)
mangaluru-pwd-tender: ಕಾರ್ಯನಿರ್ವಾಹಕ ಇಂಜಿನಿಯರ್ ಕಛೇರಿ, ಲೋಕೋಪಯೋಗಿ ಇಲಾಖೆ ಮಂಗಳೂರು ವಿಭಾಗ, ಮಂಗಳೂರು ನಂ:ಲೋಇ/ಮಂವಿ/ಟೆಂ/46/2025-26 ದಿನಾಂಕ: 17.02.2026 ಅಲ್ಪಾವಧಿ ಟೆಂಡರ್ ಪ್ರಕಟಣೆ ಕರ್ನಾಟಕ ಸರ್ಕಾರದ ಇ-ಪ್ರೊಕ್ಯೂರ್‌ಮೆಂಟ್ ಪೋರ್ಟಲ್ ಮೂಲಕ ಮಾನ್ಯ ಮುಖ್ಯಮಂತ್ರಿಯವರ ಮೂಲಸೌಕರ್ಯ ಅಭಿವೃದ್ಧಿ ಯೋಜನೆಯ (CMIDP) ಅಡಿಯಲ್ಲಿ ಟೆಂಡರ್ ಸಂಖ್ಯೆ: 32076, 32074, 32070, 32069, 32068, 32067, 32066, 32063 ರ ಕಾಮಗಾರಿಗಳಿಗೆ ಟೆಂಡರ್ ಆಹ್ವಾನಿಸಲಾಗಿದೆ. ಟೆಂಡರ್ ಸಲ್ಲಿಸಲು ಕೊನೆಯ ದಿನಾಂಕ 25.02.2026 ಸಂಜೆ 5.00 ಗಂಟೆ. ಹೆಚ್ಚಿನ ವಿವರಗಳಿಗೆ www.kppp.karnataka.gov.in ನೋಡಬಹುದು. ದೂರವಾಣಿ: 0824-2423169. DIPR/CP/KSNCA/1611/25-26 ಸಹಿ/- ಕಾರ್ಯನಿರ್ವಾಹಕ ಇಂಜಿನಿಯರ್ (672, 940, 962, 1285)
lead-sidebar-box (590, 196, 960, 336)
lead-col5: ಹೊಂದಲಿದೆ. ನೋಂದಣಿಯಾದ ಆಕಾಂಕ್ಷಿಗಳು ನೇರವಾಗಿ ಪಾಲ್ಗೊಳ್ಳಬಹುದು. ಈ ಬಾರಿ 135 ಎಸ್ಎಸ್ಎಲ್‌ಸಿ, 470 ಪಿಯುಸಿ, 490 ಐಟಿಐ, 895 ಪದವೀಧರರು, 275 ಸ್ನಾತಕೋತ್ತರ ಪದವೀಧರರ ಸಹಿತ 2 ಸಾವಿರ ಅಧಿಕ ಅಭ್ಯರ್ಥಿಗಳಿಗೆ ಅವಕಾಶ ಕಲ್ಪಿಸಲಾಗಿದೆ. (590, 342, 770, 422)
